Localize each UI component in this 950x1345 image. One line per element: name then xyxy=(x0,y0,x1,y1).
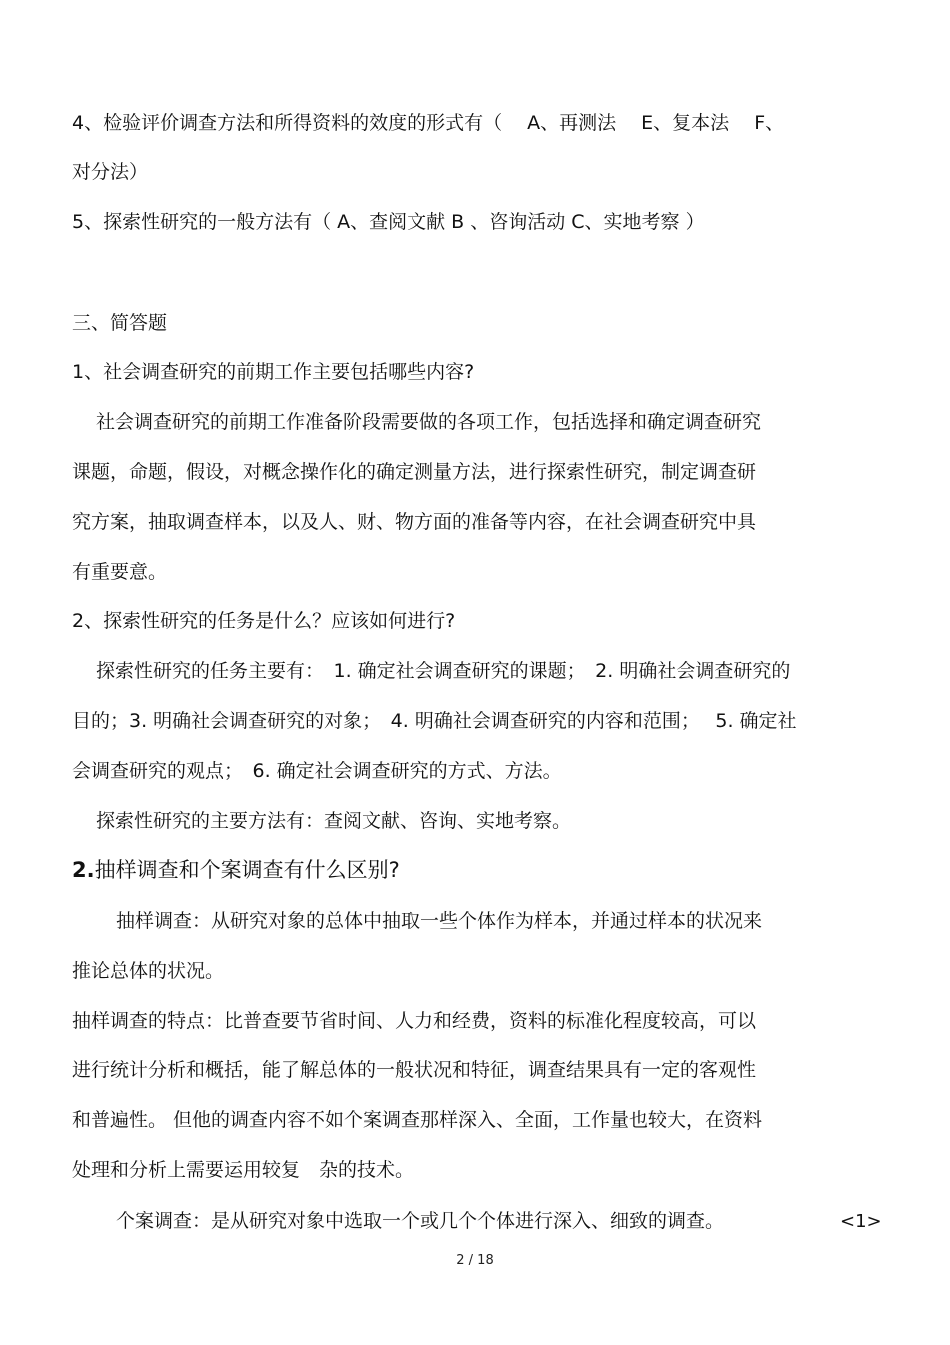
answer-1-line-4: 有重要意。 xyxy=(72,561,168,583)
question-4-line-1: 4、检验评价调查方法和所得资料的效度的形式有（ A、再测法 E、复本法 F、 xyxy=(72,112,785,134)
answer-2-line-2: 目的；3. 明确社会调查研究的对象； 4. 明确社会调查研究的内容和范围； 5. 确定社 xyxy=(72,710,797,732)
answer-2b-line-1: 抽样调查：从研究对象的总体中抽取一些个体作为样本，并通过样本的状况来 xyxy=(116,910,763,932)
question-2b-text: 抽样调查和个案调查有什么区别? xyxy=(94,858,400,882)
answer-2b-line-7: 个案调查：是从研究对象中选取一个或几个个体进行深入、细致的调查。 xyxy=(116,1210,725,1232)
question-2-heading: 2、探索性研究的任务是什么？应该如何进行? xyxy=(72,610,456,632)
question-2b-number: 2. xyxy=(72,858,95,882)
question-5: 5、探索性研究的一般方法有（ A、查阅文献 B 、咨询活动 C、实地考察 ） xyxy=(72,211,705,233)
footnote-marker: <1> xyxy=(840,1211,882,1232)
question-2b-heading xyxy=(72,858,400,882)
section-heading: 三、简答题 xyxy=(72,312,168,334)
answer-2b-line-5: 和普遍性。 但他的调查内容不如个案调查那样深入、全面，工作量也较大，在资料 xyxy=(72,1109,763,1131)
answer-2b-line-2: 推论总体的状况。 xyxy=(72,960,225,982)
answer-1-line-2: 课题，命题，假设，对概念操作化的确定测量方法，进行探索性研究，制定调查研 xyxy=(72,461,757,483)
answer-2b-line-3: 抽样调查的特点：比普查要节省时间、人力和经费，资料的标准化程度较高，可以 xyxy=(72,1010,757,1032)
answer-2-line-3: 会调查研究的观点； 6. 确定社会调查研究的方式、方法。 xyxy=(72,760,562,782)
page-number: 2 / 18 xyxy=(456,1253,494,1268)
question-1-heading: 1、社会调查研究的前期工作主要包括哪些内容? xyxy=(72,361,475,383)
answer-1-line-3: 究方案，抽取调查样本，以及人、财、物方面的准备等内容，在社会调查研究中具 xyxy=(72,511,757,533)
answer-2b-line-6: 处理和分析上需要运用较复 杂的技术。 xyxy=(72,1159,415,1181)
question-4-line-2: 对分法） xyxy=(72,161,149,183)
answer-2b-line-4: 进行统计分析和概括，能了解总体的一般状况和特征，调查结果具有一定的客观性 xyxy=(72,1059,757,1081)
answer-2-line-4: 探索性研究的主要方法有：查阅文献、咨询、实地考察。 xyxy=(96,810,572,832)
answer-1-line-1: 社会调查研究的前期工作准备阶段需要做的各项工作，包括选择和确定调查研究 xyxy=(96,411,762,433)
answer-2-line-1: 探索性研究的任务主要有： 1. 确定社会调查研究的课题； 2. 明确社会调查研究的 xyxy=(96,660,791,682)
